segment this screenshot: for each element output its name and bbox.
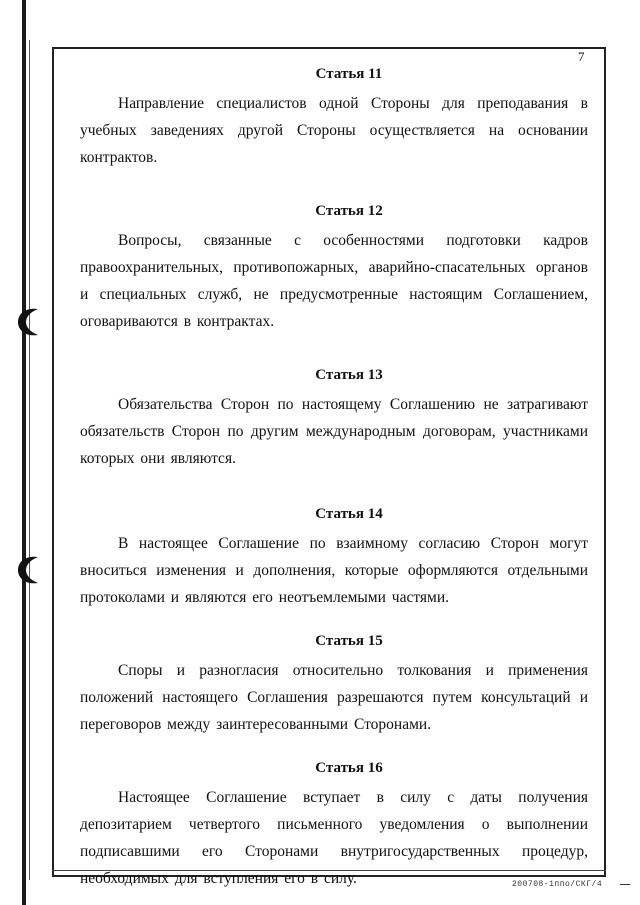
article-text: Споры и разногласия относительно толкования и применения положений настоящего Соглашения разрешаются путем консультаций и переговоров между заинтересованными Сторонами.: [80, 662, 588, 733]
article-12: [80, 201, 588, 335]
binding-edge-line: [22, 0, 26, 905]
article-text: Обязательства Сторон по настоящему Соглашению не затрагивают обязательств Сторон по другим международным договорам, участниками которых они являются.: [80, 396, 588, 467]
article-text: Настоящее Соглашение вступает в силу с даты получения депозитарием четвертого письменного уведомления о выполнении подписавшими его Сторонами внутригосударственных процедур, необходимых для вступления его в силу.: [80, 789, 588, 887]
article-text: Вопросы, связанные с особенностями подготовки кадров правоохранительных, противопожарных, аварийно-спасательных органов и специальных служб, не предусмотренные настоящим Соглашением, оговариваются в контрактах.: [80, 232, 588, 330]
article-title: Статья 15: [315, 633, 383, 649]
article-15: [80, 631, 588, 738]
document-code: 200708-1ппо/СКГ/4: [512, 880, 603, 889]
binder-hole-icon: [14, 305, 40, 339]
article-title: Статья 14: [315, 506, 383, 522]
article-13: [80, 365, 588, 472]
article-title: Статья 16: [315, 760, 383, 776]
article-title: Статья 13: [315, 367, 383, 383]
article-16: [80, 758, 588, 892]
article-title: Статья 11: [315, 66, 383, 82]
article-14: [80, 504, 588, 611]
article-title: Статья 12: [315, 203, 383, 219]
article-11: [80, 64, 588, 171]
article-text: В настоящее Соглашение по взаимному согласию Сторон могут вноситься изменения и дополнения, которые оформляются отдельными протоколами и являются его неотъемлемыми частями.: [80, 535, 588, 606]
document-body: [80, 64, 588, 892]
binding-edge-thin-line: [29, 40, 30, 880]
binder-hole-icon: [14, 553, 40, 587]
corner-mark: [620, 884, 630, 885]
article-text: Направление специалистов одной Стороны для преподавания в учебных заведениях другой Стороны осуществляется на основании контрактов.: [80, 95, 588, 166]
page-number: 7: [578, 49, 585, 64]
